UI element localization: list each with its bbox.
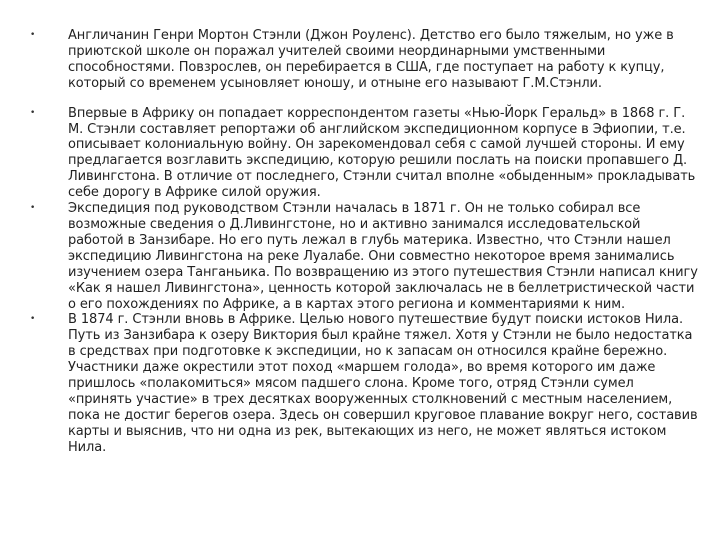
paragraph-2: Впервые в Африку он попадает корреспондентом газеты «Нью-Йорк Геральд» в 1868 г. Г. М. Стэнли составляет репортажи об английском экспедиционном корпусе в Эфиопии, т.е. описывает колониальную войну. Он зарекомендовал себя с самой лучшей стороны. И ему предлагается возглавить экспедицию, которую решили послать на поиски пропавшего Д. Ливингстона. В отличие от последнего, Стэнли считал вполне «обыденным» прокладывать себе дорогу в Африке силой оружия. [68,105,696,201]
paragraph-1: Англичанин Генри Мортон Стэнли (Джон Роуленс). Детство его было тяжелым, но уже в приютской школе он поражал учителей своими неординарными умственными способностями. Повзрослев, он перебирается в США, где поступает на работу к купцу, который со временем усыновляет юношу, и отныне его называют Г.М.Стэнли. [68,28,674,91]
paragraph-4: В 1874 г. Стэнли вновь в Африке. Целью нового путешествие будут поиски истоков Нила. Путь из Занзибара к озеру Виктория был крайне тяжел. Хотя у Стэнли не было недостатка в средствах при подготовке к экспедиции, но к запасам он относился крайне бережно. Участники даже окрестили этот поход «маршем голода», во время которого им даже пришлось «полакомиться» мясом падшего слона. Кроме того, отряд Стэнли сумел «принять участие» в трех десятках вооруженных столкновений с местным населением, пока не достиг берегов озера. Здесь он совершил круговое плавание вокруг него, составив карты и выяснив, что ни одна из рек, вытекающих из него, не может являться истоком Нила. [68,312,698,455]
paragraph-3: Экспедиция под руководством Стэнли началась в 1871 г. Он не только собирал все возможные сведения о Д.Ливингстоне, но и активно занимался исследовательской работой в Занзибаре. Но его путь лежал в глубь материка. Известно, что Стэнли нашел экспедицию Ливингстона на реке Луалабе. Они совместно некоторое время занимались изучением озера Танганьика. По возвращению из этого путешествия Стэнли написал книгу «Как я нашел Ливингстона», ценность которой заключалась не в беллетристической части о его похождениях по Африке, а в картах этого региона и комментариями к ним. [68,201,698,312]
bullet-item-3 [30,201,698,312]
bullet-dot: • [30,314,36,325]
bullet-dot: • [30,107,36,118]
bullet-item-1 [30,28,698,92]
bullet-item-2 [30,106,698,201]
bullet-item-4 [30,312,698,455]
bullet-list [30,28,698,456]
bullet-dot: • [30,30,36,40]
bullet-dot: • [30,203,36,214]
